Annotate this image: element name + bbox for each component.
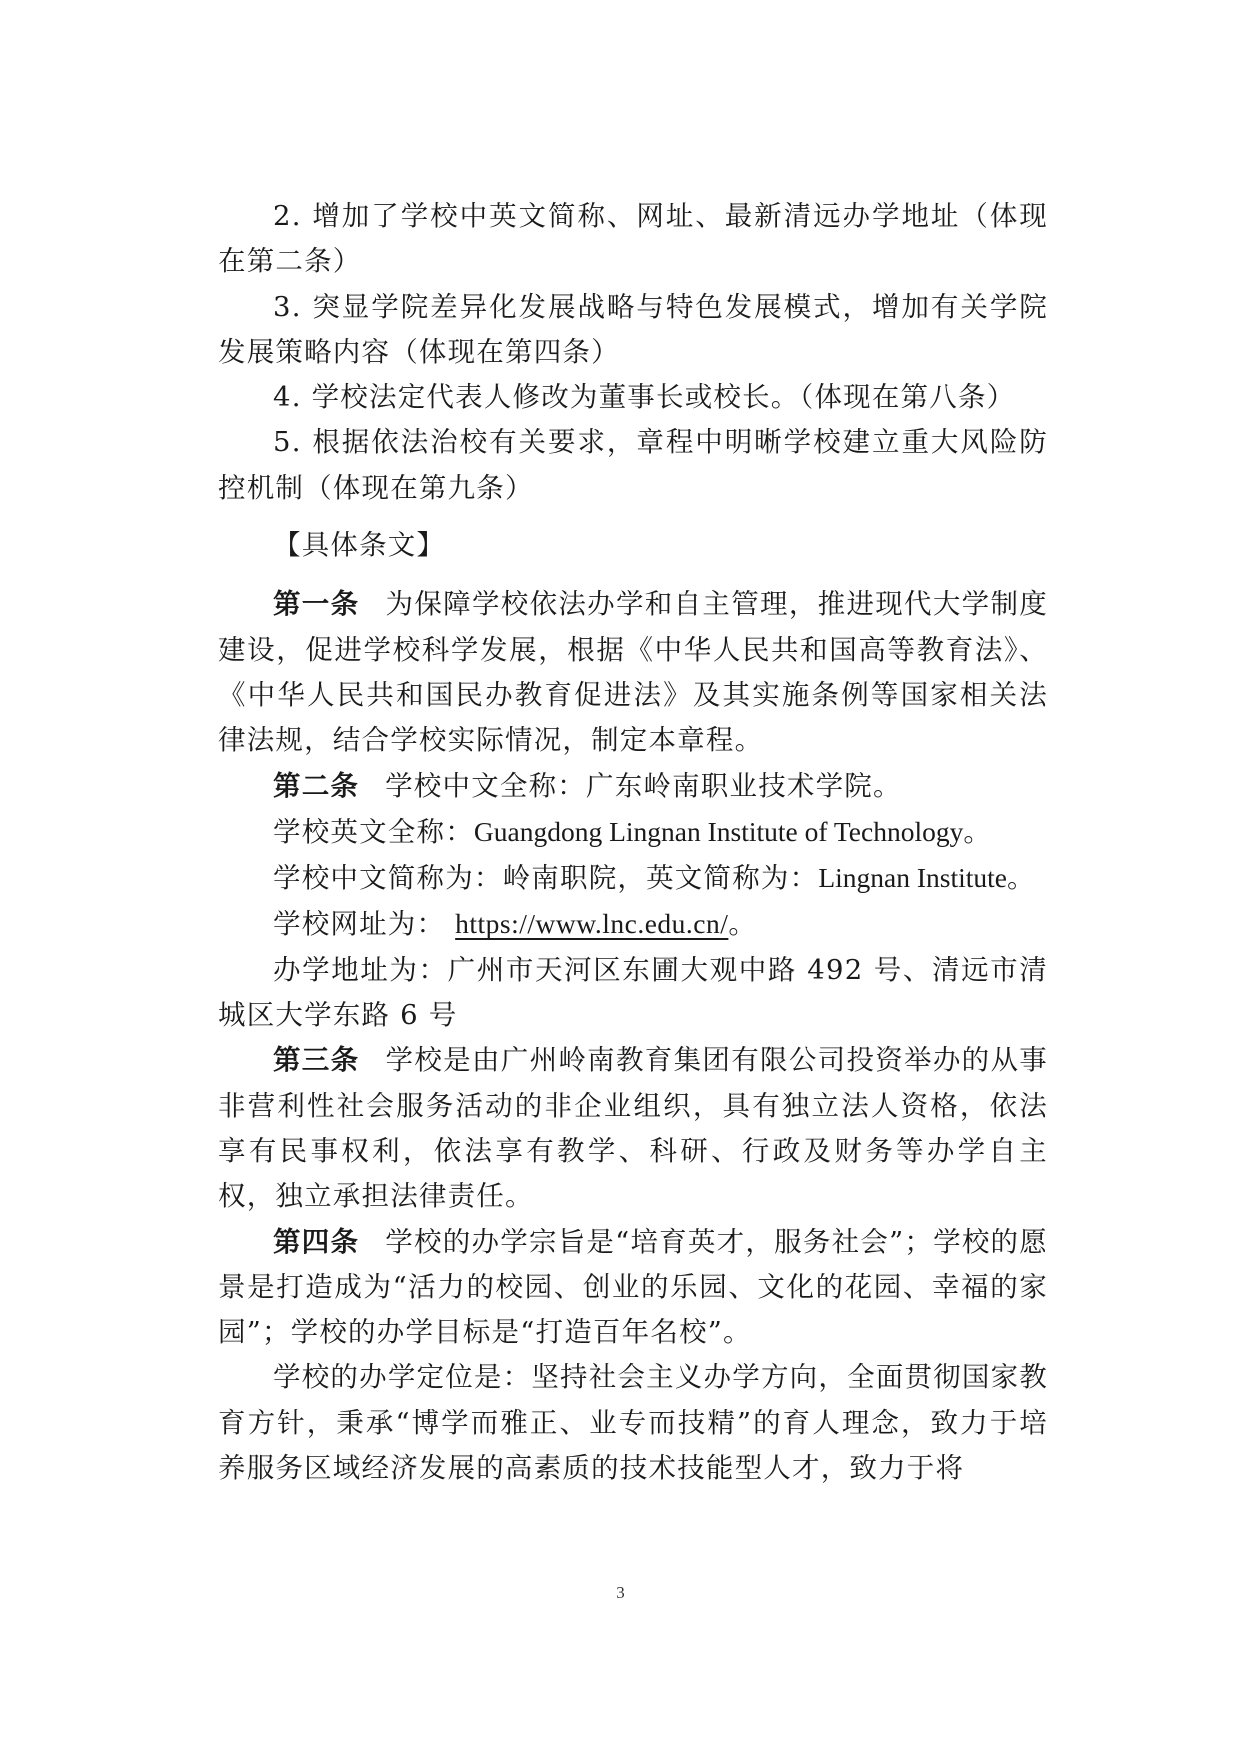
item-text: 学校法定代表人修改为董事长或校长。（体现在第八条） <box>311 381 1016 414</box>
article-4-positioning: 学校的办学定位是：坚持社会主义办学方向，全面贯彻国家教育方针，秉承“博学而雅正、业专而技精”的育人理念，致力于培养服务区域经济发展的高素质的技术技能型人才，致力于将 <box>218 1361 1048 1485</box>
item-number: 3. <box>273 290 302 323</box>
section-heading: 【具体条文】 <box>273 529 446 562</box>
article-label: 第三条 <box>273 1044 360 1077</box>
document-body <box>218 194 1048 1491</box>
article-4 <box>218 1220 1048 1356</box>
list-item <box>218 194 1048 285</box>
punct: 。 <box>728 908 758 941</box>
english-name: Guangdong Lingnan Institute of Technology <box>473 815 964 847</box>
article-label: 第二条 <box>273 769 360 802</box>
article-1 <box>218 582 1048 763</box>
punct: 。 <box>963 815 993 848</box>
item-number: 4. <box>273 381 302 414</box>
address-line: 办学地址为：广州市天河区东圃大观中路 492 号、清远市清城区大学东路 6 号 <box>218 953 1048 1032</box>
article-text: 为保障学校依法办学和自主管理，推进现代大学制度建设，促进学校科学发展，根据《中华人民共和国高等教育法》、《中华人民共和国民办教育促进法》及其实施条例等国家相关法律法规，结合学校实际情况，制定本章程。 <box>218 588 1048 757</box>
article-2 <box>218 764 1048 809</box>
list-item <box>218 375 1048 420</box>
list-item <box>218 285 1048 376</box>
label: 学校中文简称为：岭南职院，英文简称为： <box>273 862 819 895</box>
article-text: 学校的办学宗旨是“培育英才，服务社会”；学校的愿景是打造成为“活力的校园、创业的乐园、文化的花园、幸福的家园”；学校的办学目标是“打造百年名校”。 <box>218 1225 1048 1349</box>
punct: 。 <box>1006 862 1036 895</box>
list-item <box>218 420 1048 511</box>
item-text: 突显学院差异化发展战略与特色发展模式，增加有关学院发展策略内容（体现在第四条） <box>218 290 1048 368</box>
article-text: 学校是由广州岭南教育集团有限公司投资举办的从事非营利性社会服务活动的非企业组织，具有独立法人资格，依法享有民事权利，依法享有教学、科研、行政及财务等办学自主权，独立承担法律责任。 <box>218 1044 1048 1213</box>
label: 学校网址为： <box>273 908 446 941</box>
item-text: 根据依法治校有关要求，章程中明晰学校建立重大风险防控机制（体现在第九条） <box>218 426 1048 504</box>
article-label: 第四条 <box>273 1225 360 1258</box>
article-text: 学校中文全称：广东岭南职业技术学院。 <box>385 769 902 802</box>
short-names <box>218 855 1048 901</box>
article-3 <box>218 1038 1048 1219</box>
article-label: 第一条 <box>273 588 360 621</box>
english-short-name: Lingnan Institute <box>818 862 1007 894</box>
website-line <box>218 901 1048 947</box>
item-text: 增加了学校中英文简称、网址、最新清远办学地址（体现在第二条） <box>218 200 1048 278</box>
page-number: 3 <box>616 1583 625 1602</box>
item-number: 2. <box>273 200 302 232</box>
website-link[interactable]: https://www.lnc.edu.cn/ <box>455 908 729 940</box>
item-number: 5. <box>273 426 302 459</box>
english-full-name <box>218 809 1048 855</box>
label: 学校英文全称： <box>273 815 474 848</box>
